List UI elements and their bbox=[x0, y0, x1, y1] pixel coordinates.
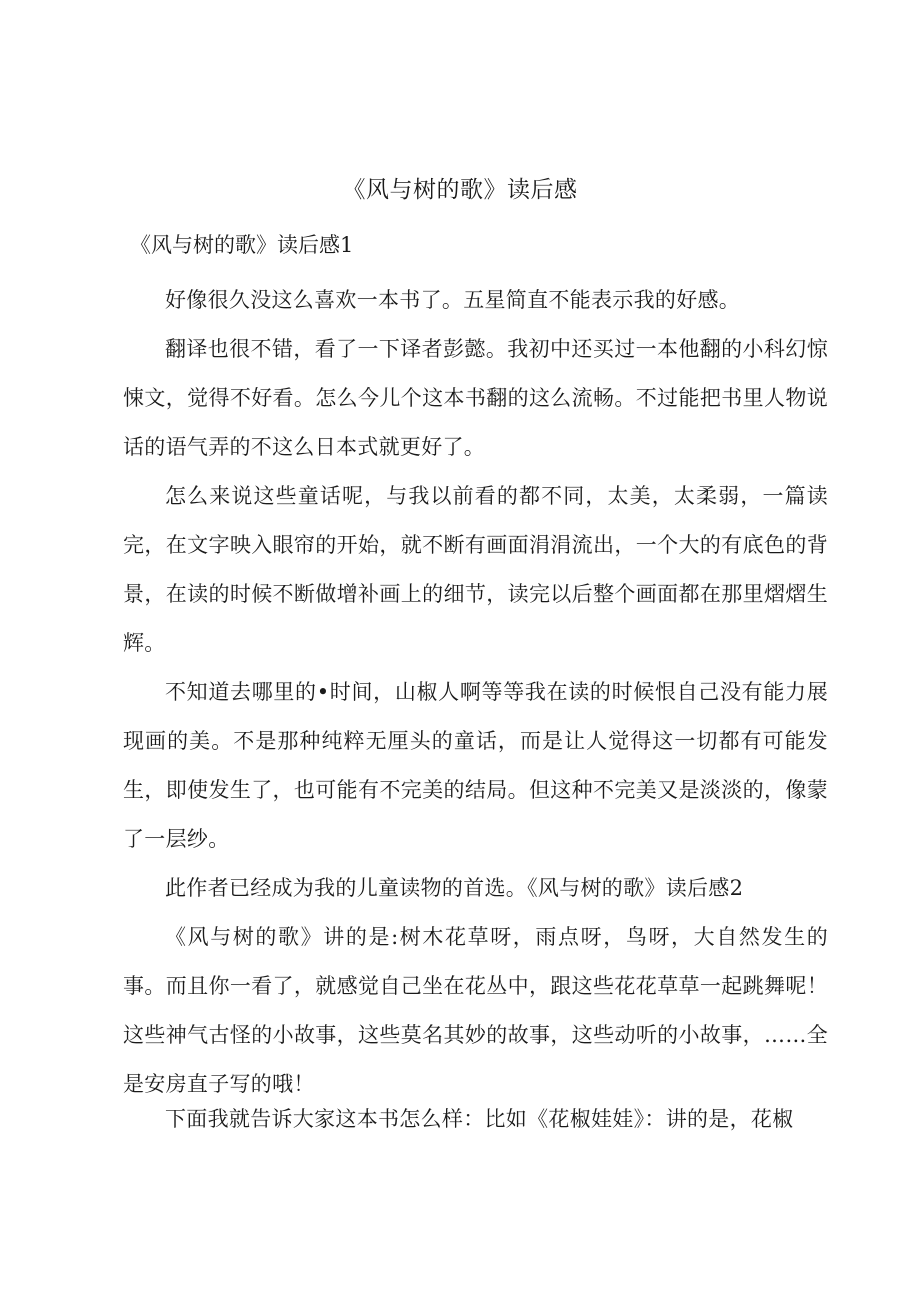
paragraph: 翻译也很不错，看了一下译者彭懿。我初中还买过一本他翻的小科幻惊悚文，觉得不好看。怎么今儿个这本书翻的这么流畅。不过能把书里人物说话的语气弄的不这么日本式就更好了。 bbox=[123, 337, 828, 459]
paragraph: 下面我就告诉大家这本书怎么样：比如《花椒娃娃》：讲的是，花椒 bbox=[165, 1107, 794, 1131]
paragraph: 不知道去哪里的•时间，山椒人啊等等我在读的时候恨自己没有能力展现画的美。不是那种纯粹无厘头的童话，而是让人觉得这一切都有可能发生，即使发生了，也可能有不完美的结局。但这种不完美又是淡淡的，像蒙了一层纱。 bbox=[123, 680, 828, 851]
paragraph: 《风与树的歌》讲的是:树木花草呀，雨点呀，鸟呀，大自然发生的事。而且你一看了，就感觉自己坐在花丛中，跟这些花花草草一起跳舞呢！这些神气古怪的小故事，这些莫名其妙的故事，这些动听的小故事，……全是安房直子写的哦！ bbox=[123, 925, 828, 1096]
body-text-continued bbox=[123, 1095, 828, 1144]
paragraph: 此作者已经成为我的儿童读物的首选。《风与树的歌》读后感2 bbox=[165, 876, 744, 900]
paragraph: 好像很久没这么喜欢一本书了。五星简直不能表示我的好感。 bbox=[165, 288, 741, 312]
document-title: 《风与树的歌》读后感 bbox=[342, 177, 578, 203]
body-text bbox=[123, 276, 828, 1109]
paragraph: 怎么来说这些童话呢，与我以前看的都不同，太美，太柔弱，一篇读完，在文字映入眼帘的开始，就不断有画面涓涓流出，一个大的有底色的背景，在读的时候不断做增补画上的细节，读完以后整个画面都在那里熠熠生辉。 bbox=[123, 484, 828, 655]
section-heading: 《风与树的歌》读后感1 bbox=[130, 233, 354, 257]
